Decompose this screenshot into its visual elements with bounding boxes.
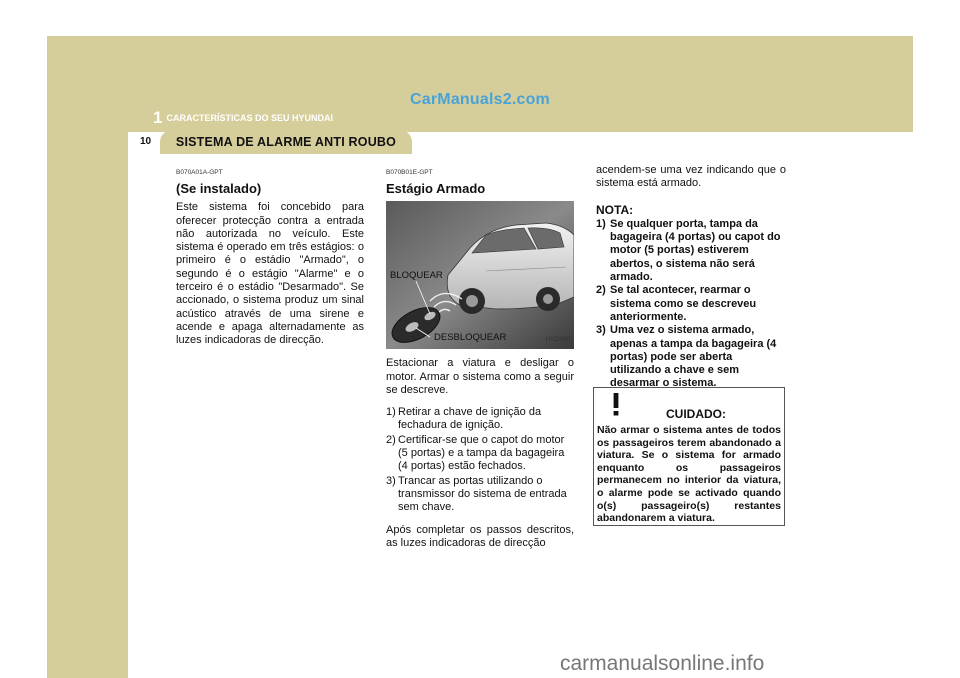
list-item: 3) Uma vez o sistema armado, apenas a tampa da bagageira (4 portas) pode ser aberta utilizando a chave e sem desarmar o sistema. — [596, 324, 777, 390]
watermark-bottom[interactable]: carmanualsonline.info — [560, 652, 765, 675]
keyfob-figure — [386, 201, 574, 349]
list-item: 1) Se qualquer porta, tampa da bagageira (4 portas) ou capot do motor (5 portas) estiverem abertos, o sistema não será armado. — [596, 217, 781, 284]
watermark-top[interactable]: CarManuals2.com — [410, 91, 550, 108]
caution-text: Não armar o sistema antes de todos os passageiros terem abandonado a viatura. Se o sistema for armado enquanto os passageiros permanecem no interior da viatura, o alarme pode se activado quando o(s) passageiro(s) restantes abandonarem a viatura. — [597, 424, 781, 525]
unlock-label: DESBLOQUEAR — [434, 332, 507, 344]
list-item: 2) Certificar-se que o capot do motor (5 portas) e a tampa da bagageira (4 portas) estão fechados. — [386, 433, 565, 473]
figure-code: HXD200 — [545, 336, 570, 343]
section-code: B070A01A-GPT — [176, 169, 223, 176]
column-3 — [596, 164, 786, 391]
warning-triangle-icon — [598, 390, 634, 418]
continuation-text: acendem-se uma vez indicando que o sistema está armado. — [596, 164, 786, 190]
chapter-header — [153, 108, 333, 128]
list-item: 3) Trancar as portas utilizando o transmissor do sistema de entrada sem chave. — [386, 474, 567, 514]
lock-label: BLOQUEAR — [390, 270, 443, 282]
nota-list — [596, 218, 786, 391]
caution-box — [593, 387, 785, 526]
intro-paragraph: Este sistema foi concebido para oferecer protecção contra a entrada não autorizada no veículo. Este sistema é operado em três estágios: o primeiro é o estádio "Armado", o segundo é o estágio "Alarme" e o terceiro é o estádio "Desarmado". Se accionado, o sistema produz um sinal acústico através de uma sirene e acende e apaga alternadamente as luzes indicadoras de direcção. — [176, 201, 364, 347]
arm-steps — [386, 406, 574, 514]
nota-heading: NOTA: — [596, 202, 634, 217]
chapter-number: 1 — [153, 108, 163, 127]
section-title: SISTEMA DE ALARME ANTI ROUBO — [175, 135, 397, 149]
section-code: B070B01E-GPT — [386, 169, 433, 176]
caution-title: CUIDADO: — [666, 407, 726, 421]
page-number: 10 — [140, 136, 152, 147]
section-tab — [160, 130, 412, 154]
arm-intro: Estacionar a viatura e desligar o motor. Armar o sistema como a seguir se descreve. — [386, 357, 574, 396]
column-1 — [176, 166, 364, 348]
list-item: 1) Retirar a chave de ignição da fechadura de ignição. — [386, 406, 542, 432]
column-heading: (Se instalado) — [176, 181, 262, 197]
chapter-title: CARACTERÍSTICAS DO SEU HYUNDAI — [166, 113, 333, 123]
list-item: 2) Se tal acontecer, rearmar o sistema como se descreveu anteriormente. — [596, 284, 757, 323]
column-heading: Estágio Armado — [386, 181, 486, 197]
after-steps: Após completar os passos descritos, as luzes indicadoras de direcção — [386, 523, 574, 549]
column-2 — [386, 166, 574, 550]
